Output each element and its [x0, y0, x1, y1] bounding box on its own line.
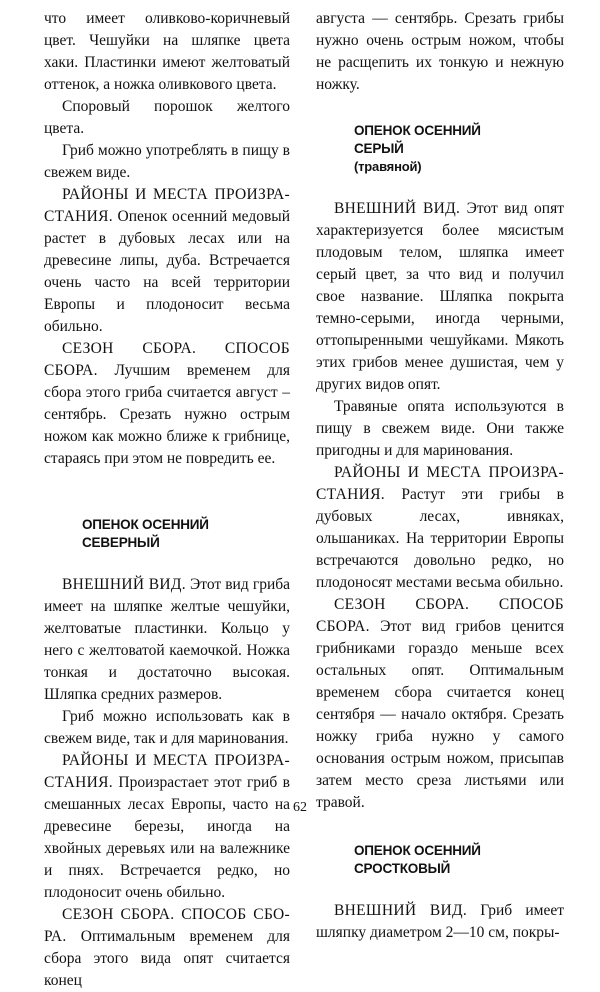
run-in-heading: СЕЗОН СБОРА. СПОСОБ СБОРА. [44, 340, 290, 379]
run-in-heading: РАЙОНЫ И МЕСТА ПРОИЗРА-СТАНИЯ. [44, 186, 290, 225]
run-in-heading: ВНЕШНИЙ ВИД. [62, 576, 186, 593]
paragraph-text: Лучшим временем для сбора этого гриба считается август ‒ сентябрь. Срезать нужно острым ножом как можно ближе к грибнице, стараясь при этом не повредить ее. [44, 362, 290, 467]
paragraph-text: Этот вид грибов ценится грибниками гораздо меньше всех остальных опят. Оптимальным временем сбора считается конец сентября — начало октября. Срезать ножку гриба нужно у самого основания острым ножом, присыпав затем место среза листьями или травой. [316, 618, 564, 811]
run-in-heading: СЕЗОН СБОРА. СПОСОБ СБОРА. [316, 596, 564, 635]
paragraph [316, 900, 564, 944]
section-heading-line: СЕВЕРНЫЙ [82, 535, 160, 550]
paragraph: Гриб можно употреблять в пищу в свежем виде. [44, 142, 290, 181]
section-heading-line: СРОСТКОВЫЙ [354, 861, 451, 876]
paragraph [44, 750, 290, 904]
section-heading-line: СЕРЫЙ [354, 141, 404, 156]
section-heading-line: (травяной) [354, 159, 422, 174]
section-heading [316, 122, 564, 176]
paragraph-text: Этот вид опят характеризуется более мясистым плодовым телом, шляпка имеет серый цвет, за что вид и получил свое название. Шляпка покрыта темно-серыми, иногда черными, оттопыренными чешуйками. Мякоть этих грибов менее душистая, чем у других видов опят. [316, 200, 564, 393]
run-in-heading: РАЙОНЫ И МЕСТА ПРОИЗРА-СТАНИЯ. [44, 752, 290, 791]
paragraph [316, 198, 564, 396]
run-in-heading: ВНЕШНИЙ ВИД. [334, 902, 468, 919]
run-in-heading: ВНЕШНИЙ ВИД. [334, 200, 461, 217]
paragraph-text: Оптимальным временем для сбора этого вида опят считается конец [44, 928, 290, 989]
paragraph: Гриб можно использовать как в свежем виде, так и для маринования. [44, 708, 290, 747]
run-in-heading: СЕЗОН СБОРА. СПОСОБ СБО-РА. [44, 906, 290, 945]
paragraph: Травяные опята используются в пищу в свежем виде. Они также пригодны и для маринования. [316, 398, 564, 459]
paragraph-text: Растут эти грибы в дубовых лесах, ивняках, ольшаниках. На территории Европы встречаются довольно редко, но плодоносят местами весьма обильно. [316, 486, 565, 591]
paragraph: что имеет оливково-коричневый цвет. Чешуйки на шляпке цвета хаки. Пластинки имеют желтоватый оттенок, а ножка оливкового цвета. [44, 10, 290, 93]
paragraph-text: Произрастает этот гриб в смешанных лесах Европы, часто на древесине березы, иногда на хвойных деревьях или на валежнике и пнях. Встречается редко, но плодоносит очень обильно. [44, 774, 291, 901]
paragraph [44, 574, 290, 706]
section-heading-line: ОПЕНОК ОСЕННИЙ [354, 843, 481, 858]
run-in-heading: РАЙОНЫ И МЕСТА ПРОИЗРА-СТАНИЯ. [316, 464, 564, 503]
left-column [44, 8, 290, 992]
paragraph-text: Этот вид гриба имеет на шляпке желтые чешуйки, желтоватые пластинки. Кольцо у него с желтоватой каемочкой. Ножка тонкая и достаточно высокая. Шляпка средних размеров. [44, 576, 291, 703]
section-heading [44, 516, 290, 552]
paragraph [44, 338, 290, 470]
paragraph-text: Опенок осенний медовый растет в дубовых лесах или на древесине липы, дуба. Встречается очень часто на всей территории Европы и плодоносит весьма обильно. [44, 208, 291, 335]
paragraph-text: Гриб имеет шляпку диаметром 2—10 см, покры- [316, 902, 565, 941]
section-heading [316, 842, 564, 878]
section-heading-line: ОПЕНОК ОСЕННИЙ [354, 123, 481, 138]
paragraph [316, 594, 564, 814]
paragraph [44, 904, 290, 992]
paragraph [44, 184, 290, 338]
page-number: 62 [293, 800, 307, 815]
section-heading-line: ОПЕНОК ОСЕННИЙ [82, 517, 209, 532]
paragraph: Споровый порошок желтого цвета. [44, 98, 290, 137]
paragraph: августа — сентябрь. Срезать грибы нужно очень острым ножом, чтобы не расщепить их тонкую и нежную ножку. [316, 10, 564, 93]
paragraph [316, 462, 564, 594]
